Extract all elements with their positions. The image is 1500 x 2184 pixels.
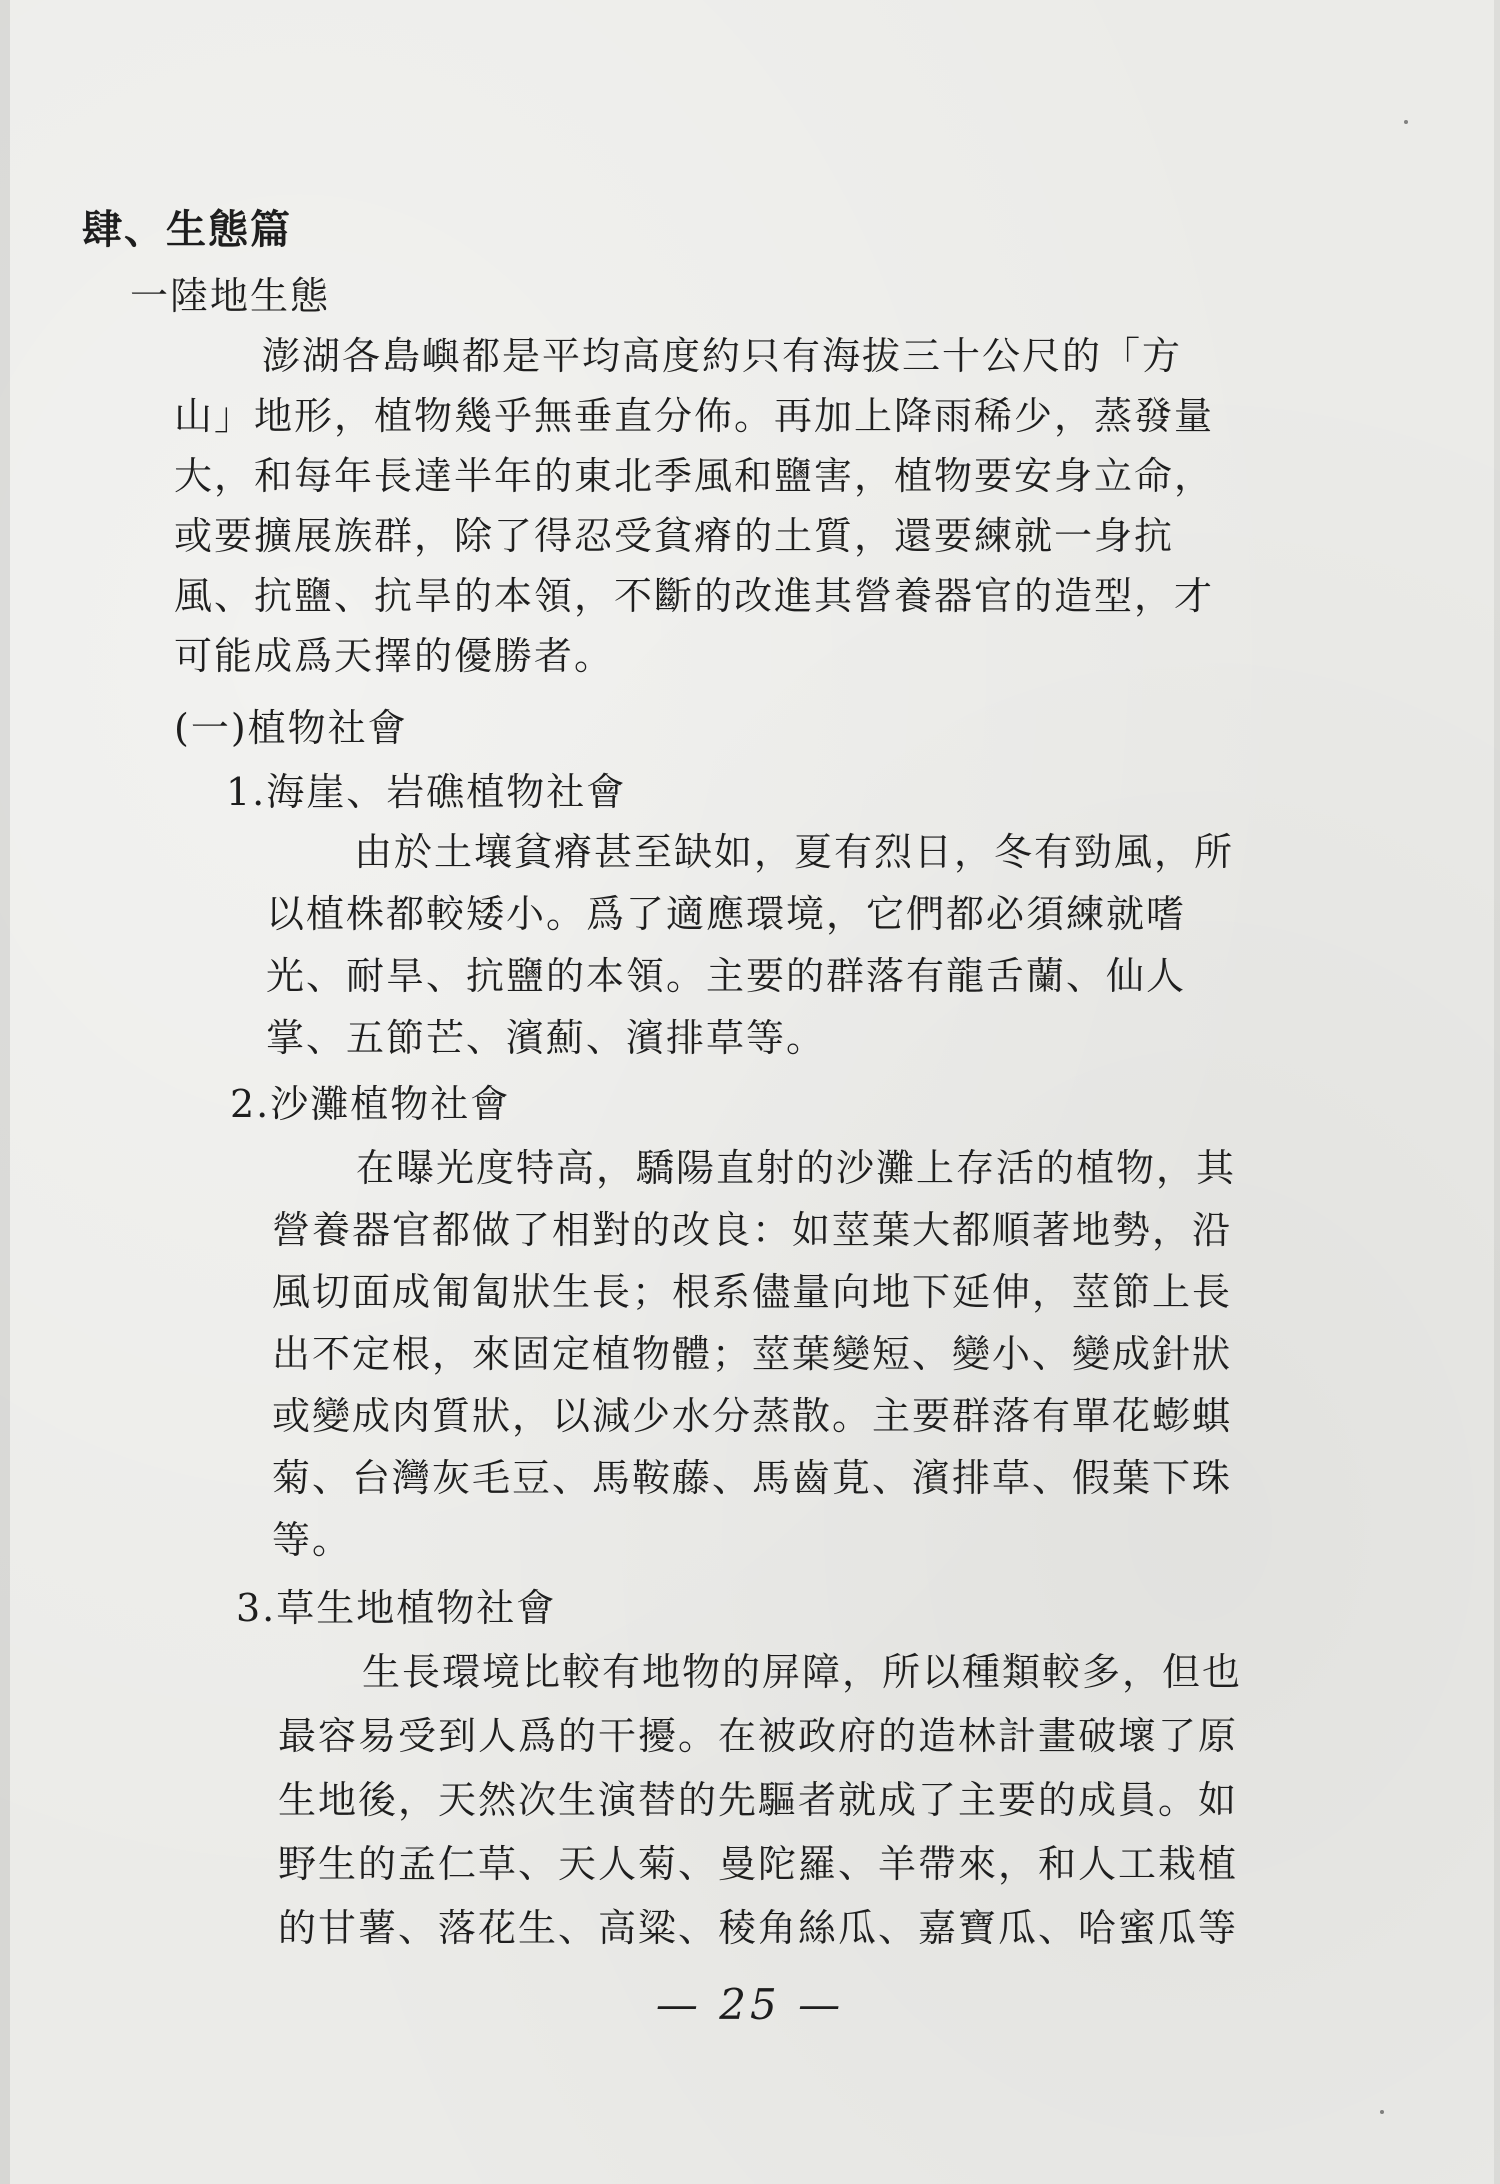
item2-line-4: 出不定根，來固定植物體；莖葉變短、變小、變成針狀 xyxy=(272,1332,1233,1376)
item2-line-2: 營養器官都做了相對的改良：如莖葉大都順著地勢，沿 xyxy=(272,1208,1233,1252)
item2-line-1: 在曝光度特高，驕陽直射的沙灘上存活的植物，其 xyxy=(356,1146,1237,1190)
plant-society-heading: (一)植物社會 xyxy=(174,706,408,750)
paragraph1-line-4: 或要擴展族群，除了得忍受貧瘠的土質，還要練就一身抗 xyxy=(174,514,1175,558)
item2-heading: 2.沙灘植物社會 xyxy=(230,1082,511,1126)
item2-line-3: 風切面成匍匐狀生長；根系儘量向地下延伸，莖節上長 xyxy=(272,1270,1233,1314)
item3-line-2: 最容易受到人爲的干擾。在被政府的造林計畫破壞了原 xyxy=(278,1714,1239,1758)
item2-line-6: 菊、台灣灰毛豆、馬鞍藤、馬齒莧、濱排草、假葉下珠 xyxy=(272,1456,1233,1500)
item2-line-5: 或變成肉質狀，以減少水分蒸散。主要群落有單花蟛蜞 xyxy=(272,1394,1233,1438)
paragraph1-line-6: 可能成爲天擇的優勝者。 xyxy=(174,634,615,678)
paragraph1-line-3: 大，和每年長達半年的東北季風和鹽害，植物要安身立命， xyxy=(174,454,1215,498)
item1-line-2: 以植株都較矮小。爲了適應環境，它們都必須練就嗜 xyxy=(266,892,1187,936)
scan-speck xyxy=(1404,120,1408,124)
paragraph1-line-1: 澎湖各島嶼都是平均高度約只有海拔三十公尺的「方 xyxy=(262,334,1183,378)
scan-speck xyxy=(1208,1742,1212,1746)
paragraph1-line-2: 山」地形，植物幾乎無垂直分佈。再加上降雨稀少，蒸發量 xyxy=(174,394,1215,438)
item3-line-1: 生長環境比較有地物的屏障，所以種類較多，但也 xyxy=(362,1650,1243,1694)
item1-heading: 1.海崖、岩礁植物社會 xyxy=(226,770,627,814)
page-number: — 25 — xyxy=(655,1980,845,2029)
item3-line-4: 野生的孟仁草、天人菊、曼陀羅、羊帶來，和人工栽植 xyxy=(278,1842,1239,1886)
section-title: 肆、生態篇 xyxy=(82,206,292,253)
item1-line-4: 掌、五節芒、濱薊、濱排草等。 xyxy=(266,1016,827,1060)
scan-speck xyxy=(1380,2110,1384,2114)
item2-line-7: 等。 xyxy=(272,1518,353,1562)
item3-line-3: 生地後，天然次生演替的先驅者就成了主要的成員。如 xyxy=(278,1778,1239,1822)
paragraph1-line-5: 風、抗鹽、抗旱的本領，不斷的改進其營養器官的造型，才 xyxy=(174,574,1215,618)
item1-line-3: 光、耐旱、抗鹽的本領。主要的群落有龍舌蘭、仙人 xyxy=(266,954,1187,998)
item3-line-5: 的甘薯、落花生、高粱、稜角絲瓜、嘉寶瓜、哈蜜瓜等 xyxy=(278,1906,1239,1950)
item3-heading: 3.草生地植物社會 xyxy=(236,1586,557,1630)
item1-line-1: 由於土壤貧瘠甚至缺如，夏有烈日，冬有勁風，所 xyxy=(354,830,1235,874)
subsection-title: 一陸地生態 xyxy=(130,274,331,318)
